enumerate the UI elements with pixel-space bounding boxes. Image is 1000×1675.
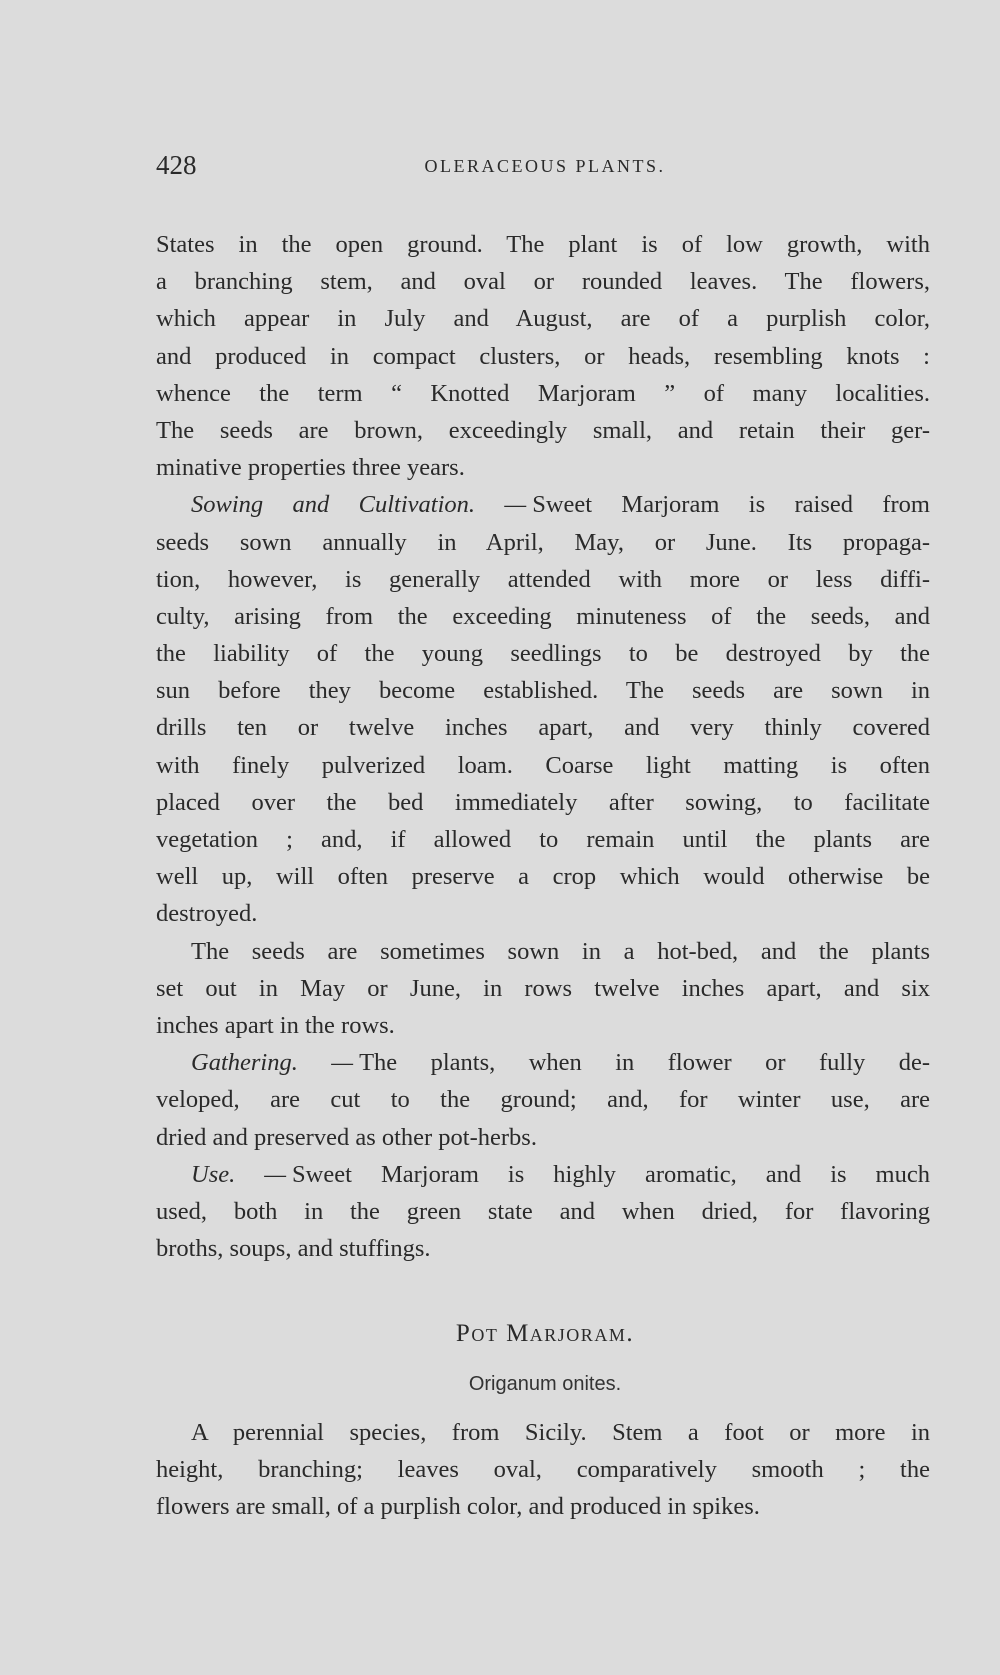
line-text: A perennial species, from Sicily. Stem a foot or more in: [191, 1419, 930, 1446]
paragraph: [156, 486, 930, 932]
text-line: [156, 338, 930, 375]
text-line: [156, 1193, 930, 1230]
page-number: 428: [156, 150, 197, 180]
line-text: The seeds are sometimes sown in a hot-bed, and the plants: [191, 937, 930, 965]
line-text: minative properties three years.: [156, 454, 465, 482]
line-text: States in the open ground. The plant is of low growth, with: [156, 231, 930, 258]
text-line: [156, 1044, 930, 1081]
line-text: placed over the bed immediately after sowing, to facilitate: [156, 788, 930, 816]
line-text: Sweet Marjoram is highly aromatic, and is much: [292, 1160, 930, 1188]
paragraph-lead: Gathering. —: [191, 1049, 354, 1077]
text-line: [156, 486, 930, 523]
text-line: [156, 933, 930, 970]
line-text: tion, however, is generally attended with more or less diffi-: [156, 565, 930, 593]
line-text: set out in May or June, in rows twelve inches apart, and six: [156, 974, 930, 1002]
line-text: the liability of the young seedlings to be destroyed by the: [156, 640, 930, 668]
text-line: [156, 598, 930, 635]
paragraph-lead: Use. —: [191, 1160, 287, 1188]
paragraph: [156, 226, 930, 486]
text-line: [156, 1156, 930, 1193]
paragraph: [156, 1156, 930, 1268]
line-text: broths, soups, and stuffings.: [156, 1235, 431, 1263]
text-line: [156, 709, 930, 746]
text-line: [156, 784, 930, 821]
line-text: flowers are small, of a purplish color, and produced in spikes.: [156, 1493, 760, 1521]
line-text: well up, will often preserve a crop which would otherwise be: [156, 863, 930, 891]
line-text: seeds sown annually in April, May, or June. Its propaga-: [156, 528, 930, 556]
text-line: [156, 1007, 930, 1044]
section-text: [156, 1414, 930, 1526]
section-subtitle: Origanum onites.: [468, 1373, 622, 1395]
text-line: [156, 300, 930, 337]
text-line: [156, 1081, 930, 1118]
text-line: [156, 1451, 930, 1488]
line-text: drills ten or twelve inches apart, and very thinly covered: [156, 714, 930, 742]
text-line: [156, 821, 930, 858]
text-line: [156, 1488, 930, 1525]
text-line: [156, 263, 930, 300]
paragraph-lead: Sowing and Cultivation. —: [191, 491, 527, 519]
line-text: which appear in July and August, are of a purplish color,: [156, 305, 930, 333]
line-text: culty, arising from the exceeding minuteness of the seeds, and: [156, 602, 930, 630]
text-line: [156, 747, 930, 784]
line-text: Sweet Marjoram is raised from: [532, 491, 930, 519]
line-text: height, branching; leaves oval, comparatively smooth ; the: [156, 1456, 930, 1484]
text-line: [156, 1230, 930, 1267]
paragraph: [156, 1044, 930, 1156]
line-text: sun before they become established. The seeds are sown in: [156, 677, 930, 705]
text-line: [156, 226, 930, 263]
text-line: [156, 1119, 930, 1156]
line-text: veloped, are cut to the ground; and, for winter use, are: [156, 1086, 930, 1114]
text-line: [156, 412, 930, 449]
line-text: with finely pulverized loam. Coarse light matting is often: [156, 751, 930, 779]
text-line: [156, 672, 930, 709]
text-line: [156, 1414, 930, 1451]
text-line: [156, 561, 930, 598]
line-text: whence the term “ Knotted Marjoram ” of many localities.: [156, 379, 930, 407]
section-title: Pot Marjoram.: [455, 1320, 635, 1347]
text-line: [156, 449, 930, 486]
paragraph: [156, 1414, 930, 1526]
running-title: OLERACEOUS PLANTS.: [424, 156, 666, 176]
text-line: [156, 524, 930, 561]
text-line: [156, 895, 930, 932]
line-text: a branching stem, and oval or rounded leaves. The flowers,: [156, 268, 930, 296]
text-line: [156, 375, 930, 412]
line-text: and produced in compact clusters, or heads, resembling knots :: [156, 342, 930, 370]
text-line: [156, 635, 930, 672]
body-text: [156, 226, 930, 1267]
line-text: destroyed.: [156, 900, 258, 928]
line-text: The seeds are brown, exceedingly small, and retain their ger-: [156, 416, 930, 444]
line-text: used, both in the green state and when dried, for flavoring: [156, 1197, 930, 1225]
text-line: [156, 858, 930, 895]
line-text: vegetation ; and, if allowed to remain until the plants are: [156, 826, 930, 853]
line-text: inches apart in the rows.: [156, 1011, 395, 1039]
paragraph: [156, 933, 930, 1045]
text-line: [156, 970, 930, 1007]
line-text: dried and preserved as other pot-herbs.: [156, 1123, 537, 1151]
line-text: The plants, when in flower or fully de-: [359, 1049, 930, 1077]
